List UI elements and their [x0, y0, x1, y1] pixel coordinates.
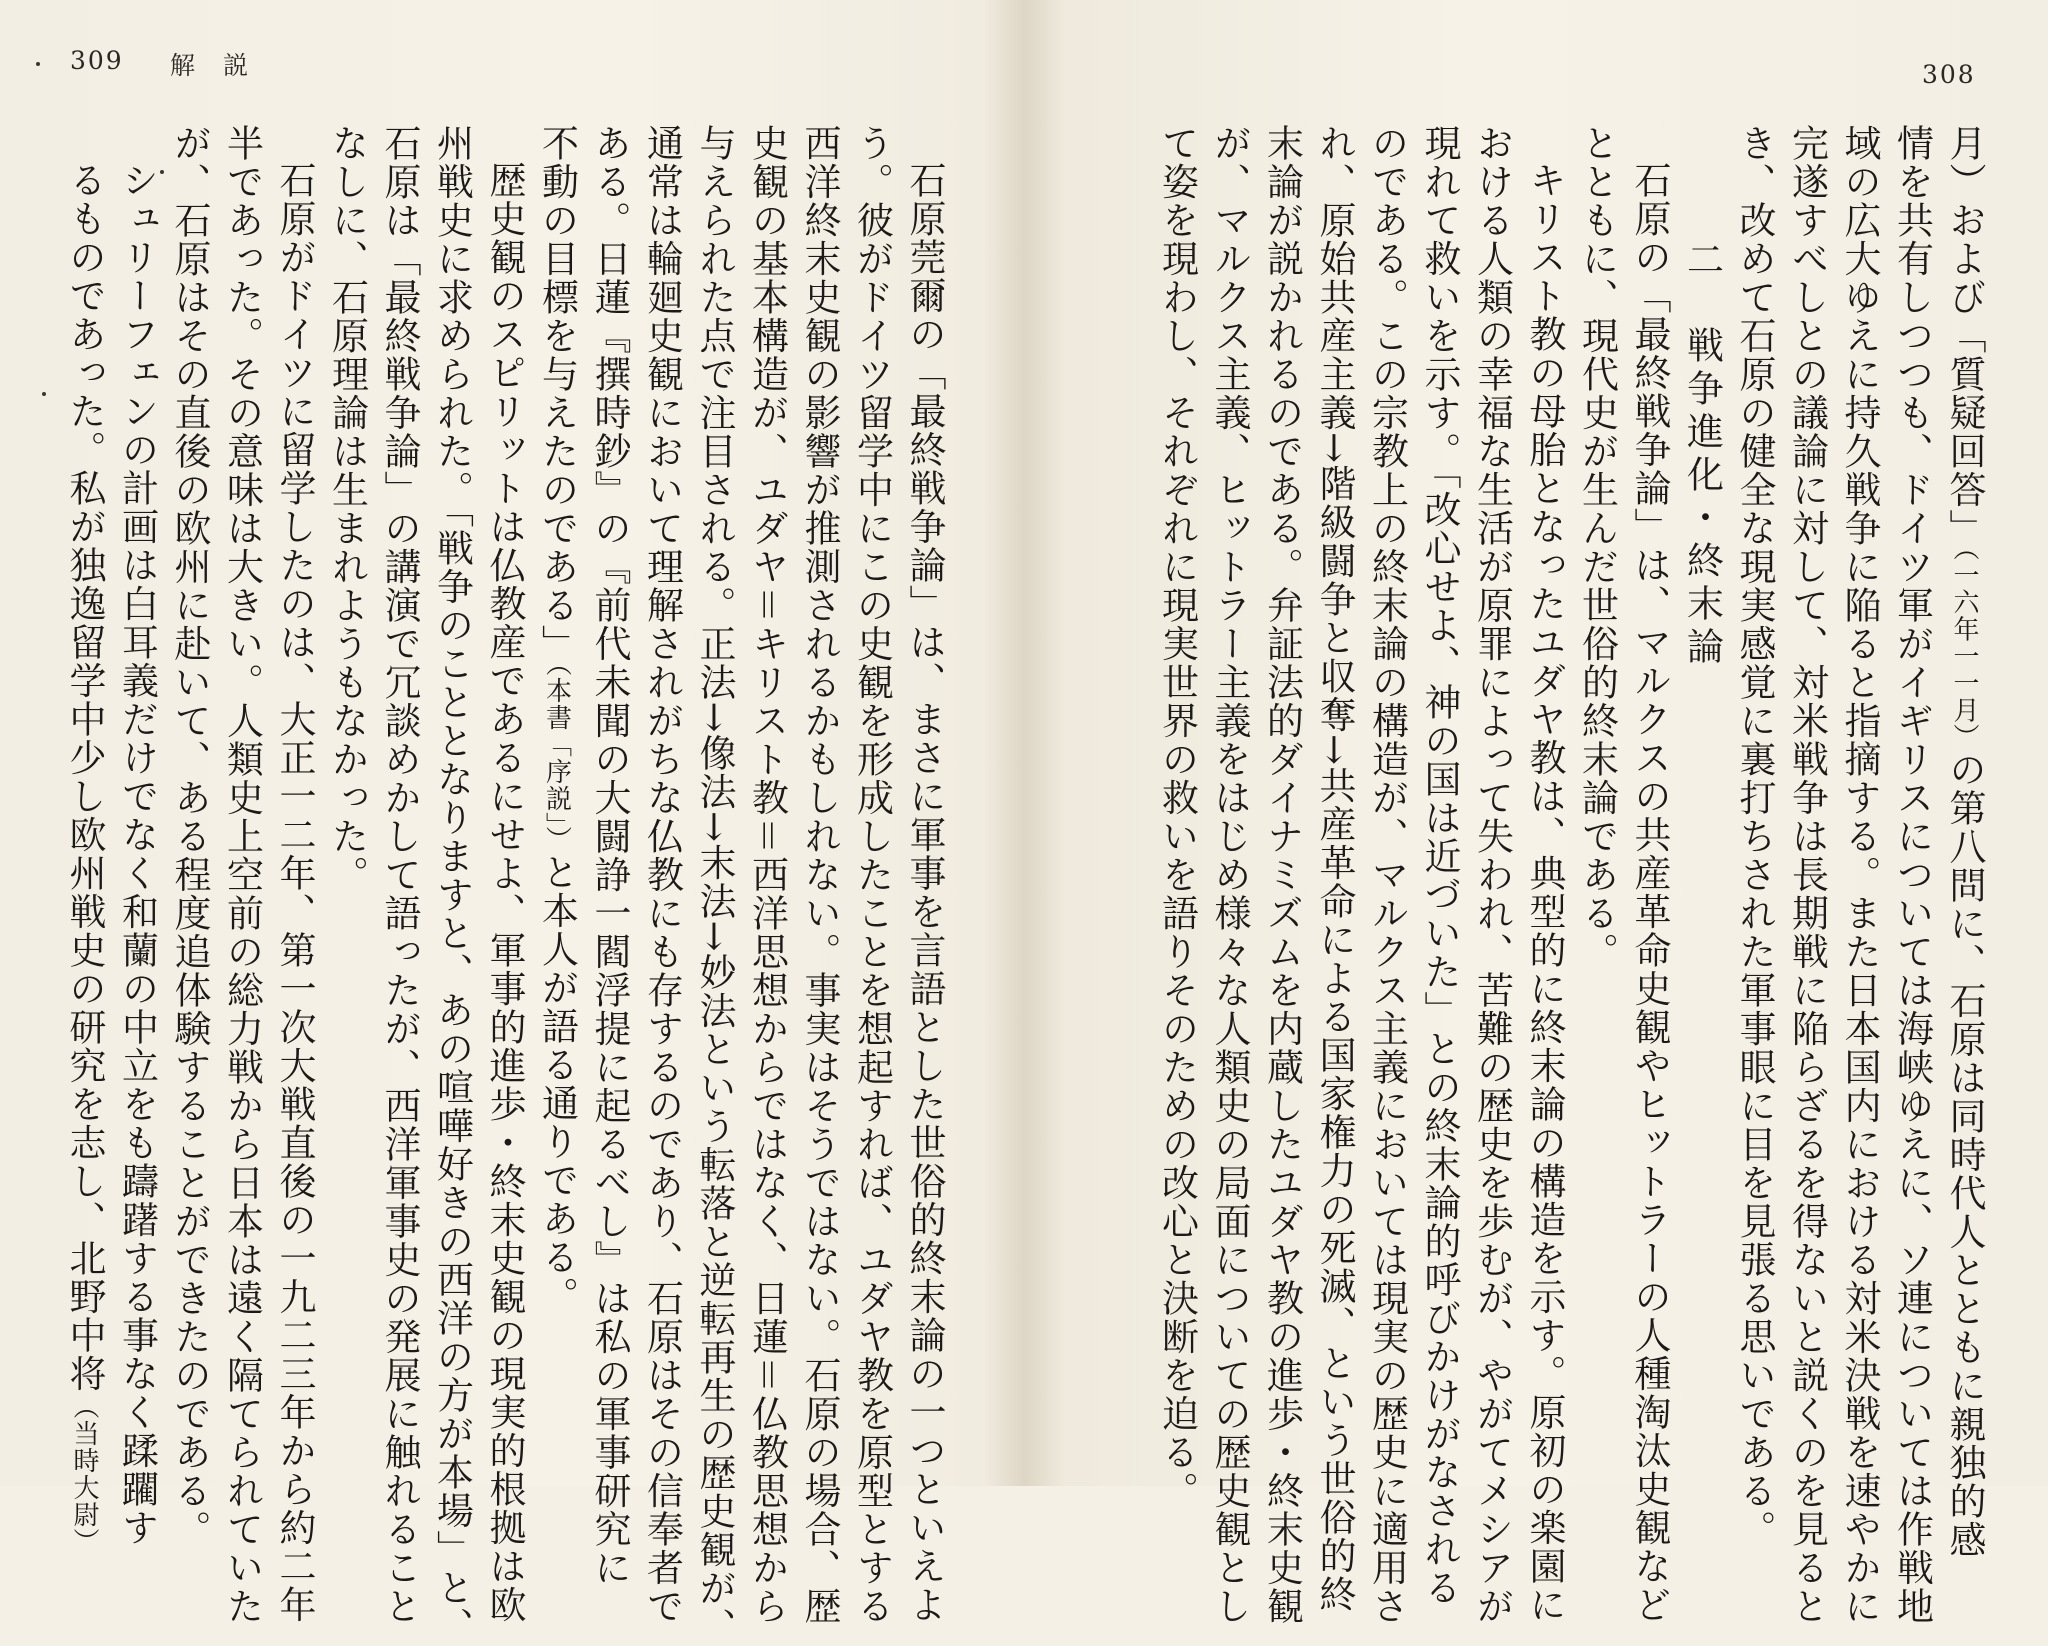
text-line-main: のである。この宗教上の終末論の構造が、マルクス主義においては現実の歴史に適用さ [1365, 124, 1409, 1626]
text-line-main: 石原の「最終戦争論」は、マルクスの共産革命史観やヒットラーの人種淘汰史観など [1628, 161, 1671, 1624]
text-line-continuation: と本人が語る通りである。 [535, 853, 579, 1315]
page-number-309: 309 [70, 46, 124, 75]
margin-dot [36, 62, 40, 66]
inline-note: （一六年一一月） [1949, 547, 1979, 751]
text-line-main: 二 戦争進化・終末論 [1680, 240, 1724, 670]
text-line-main: とともに、現代史が生んだ世俗的終末論である。 [1575, 124, 1619, 971]
text-line [1518, 124, 1571, 1624]
text-line-main: れ、原始共産主義→階級闘争と収奪→共産革命による国家権力の死滅、という世俗的終 [1313, 124, 1356, 1614]
text-line-main: キリスト教の母胎となったユダヤ教は、典型的に終末論の構造を示す。原初の楽園に [1523, 161, 1566, 1624]
text-line [373, 124, 426, 1626]
text-line-main: 石原莞爾の「最終戦争論」は、まさに軍事を言語とした世俗的終末論の一つといえよ [903, 161, 946, 1624]
text-line-main: 歴史観のスピリットは仏教産であるにせよ、軍事的進歩・終末史観の現実的根拠は欧 [483, 161, 526, 1624]
text-line-main: 情を共有しつつも、ドイツ軍がイギリスについては海峡ゆえに、ソ連については作戦地 [1890, 124, 1934, 1626]
text-line-main: が、マルクス主義、ヒットラー主義をはじめ様々な人類史の局面についての歴史観とし [1208, 124, 1251, 1626]
text-line-continuation: の第八問に、石原は同時代人とともに親独的感 [1943, 750, 1986, 1559]
text-line-main: 史観の基本構造が、ユダヤ＝キリスト教＝西洋思想からではなく、日蓮＝仏教思想から [745, 124, 789, 1626]
text-line [425, 124, 478, 1646]
text-line [635, 124, 688, 1626]
text-line-main: るものであった。私が独逸留学中少し欧州戦史の研究を志し、北野中将 [63, 161, 106, 1393]
margin-dot [42, 392, 46, 396]
left-page [0, 0, 1010, 1646]
text-line [1413, 124, 1466, 1607]
text-line [740, 124, 793, 1626]
text-line [1465, 124, 1518, 1626]
text-line-main: う。彼がドイツ留学中にこの史観を形成したことを想起すれば、ユダヤ教を原型とする [850, 124, 894, 1626]
text-line-main: 末論が説かれるのである。弁証法的ダイナミズムを内蔵したユダヤ教の進歩・終末史観 [1260, 124, 1304, 1626]
text-line-main: 不動の目標を与えたのである」 [535, 124, 579, 663]
text-line-main: シュリーフェンの計画は白耳義だけでなく和蘭の中立をも躊躇する事なく蹂躙す [115, 161, 159, 1547]
text-line-main: 月）および「質疑回答」 [1943, 124, 1986, 548]
text-line [1885, 124, 1938, 1626]
section-heading [1675, 124, 1728, 1454]
text-line-main: 通常は輪廻史観において理解されがちな仏教にも存するのであり、石原はその信奉者で [640, 124, 684, 1626]
text-line-main: 域の広大ゆえに持久戦争に陥ると指摘する。また日本国内における対米決戦を速やかに [1838, 124, 1881, 1626]
text-line [1255, 124, 1308, 1626]
text-line-main: 石原は「最終戦争論」の講演で冗談めかして語ったが、西洋軍事史の発展に触れること [378, 124, 421, 1626]
text-line [215, 124, 268, 1626]
text-line-main: 完遂すべしとの議論に対して、対米戦争は長期戦に陥らざるを得ないと説くのを見ると [1785, 124, 1829, 1626]
right-page [1010, 0, 2048, 1626]
text-line [1570, 124, 1623, 1454]
text-line [1780, 124, 1833, 1626]
text-line [1833, 124, 1886, 1626]
running-head: 解 説 [170, 51, 258, 80]
text-line [478, 124, 531, 1624]
text-line [1203, 124, 1256, 1626]
left-body-text [63, 124, 950, 1646]
page-number-308: 308 [1922, 60, 1976, 89]
text-line-main: ある。日蓮『撰時鈔』の『前代未聞の大闘諍一閻浮提に起るべし』は私の軍事研究に [588, 124, 631, 1587]
text-line [793, 124, 846, 1626]
text-line [320, 124, 373, 1454]
inline-note: （本書「序説」） [541, 663, 572, 853]
text-line [1150, 124, 1203, 1510]
text-line-main: 現れて救いを示す。「改心せよ、神の国は近づいた」との終末論的呼びかけがなされる [1418, 124, 1461, 1607]
text-line-main: 半であった。その意味は大きい。人類史上空前の総力戦から日本は遠く隔てられていた [220, 124, 264, 1626]
text-line [1308, 124, 1361, 1614]
text-line-main: おける人類の幸福な生活が原罪によって失われ、苦難の歴史を歩むが、やがてメシアが [1470, 124, 1514, 1626]
text-line [845, 124, 898, 1626]
text-line [898, 124, 951, 1624]
text-line-main: なしに、石原理論は生まれようもなかった。 [325, 124, 369, 894]
text-line-main: 西洋終末史観の影響が推測されるかもしれない。事実はそうではない。石原の場合、歴 [798, 124, 841, 1626]
text-line [1728, 124, 1781, 1549]
text-line [58, 124, 111, 1555]
text-line [110, 124, 163, 1547]
text-line [1360, 124, 1413, 1626]
text-line [1938, 124, 1991, 1559]
right-body-text [1110, 124, 1990, 1626]
text-line-main: が、石原はその直後の欧州に赴いて、ある程度追体験することができたのである。 [168, 124, 211, 1549]
text-line-main: 石原がドイツに留学したのは、大正一二年、第一次大戦直後の一九二三年から約二年 [273, 161, 316, 1624]
text-line-main: き、改めて石原の健全な現実感覚に裏打ちされた軍事眼に目を見張る思いである。 [1733, 124, 1776, 1549]
text-line [530, 124, 583, 1454]
inline-note: （当時大尉） [69, 1393, 99, 1555]
text-line [268, 124, 321, 1624]
text-line-main: て姿を現わし、それぞれに現実世界の救いを語りそのための改心と決断を迫る。 [1155, 124, 1199, 1510]
text-line-main: 州戦史に求められた。「戦争のこととなりますと、あの喧嘩好きの西洋の方が本場」と、 [430, 124, 474, 1646]
text-line-main: 与えられた点で注目される。正法→像法→末法→妙法という転落と逆転再生の歴史観が、 [693, 124, 736, 1646]
text-line [163, 124, 216, 1549]
text-line [583, 124, 636, 1587]
text-line [1623, 124, 1676, 1624]
text-line [688, 124, 741, 1646]
